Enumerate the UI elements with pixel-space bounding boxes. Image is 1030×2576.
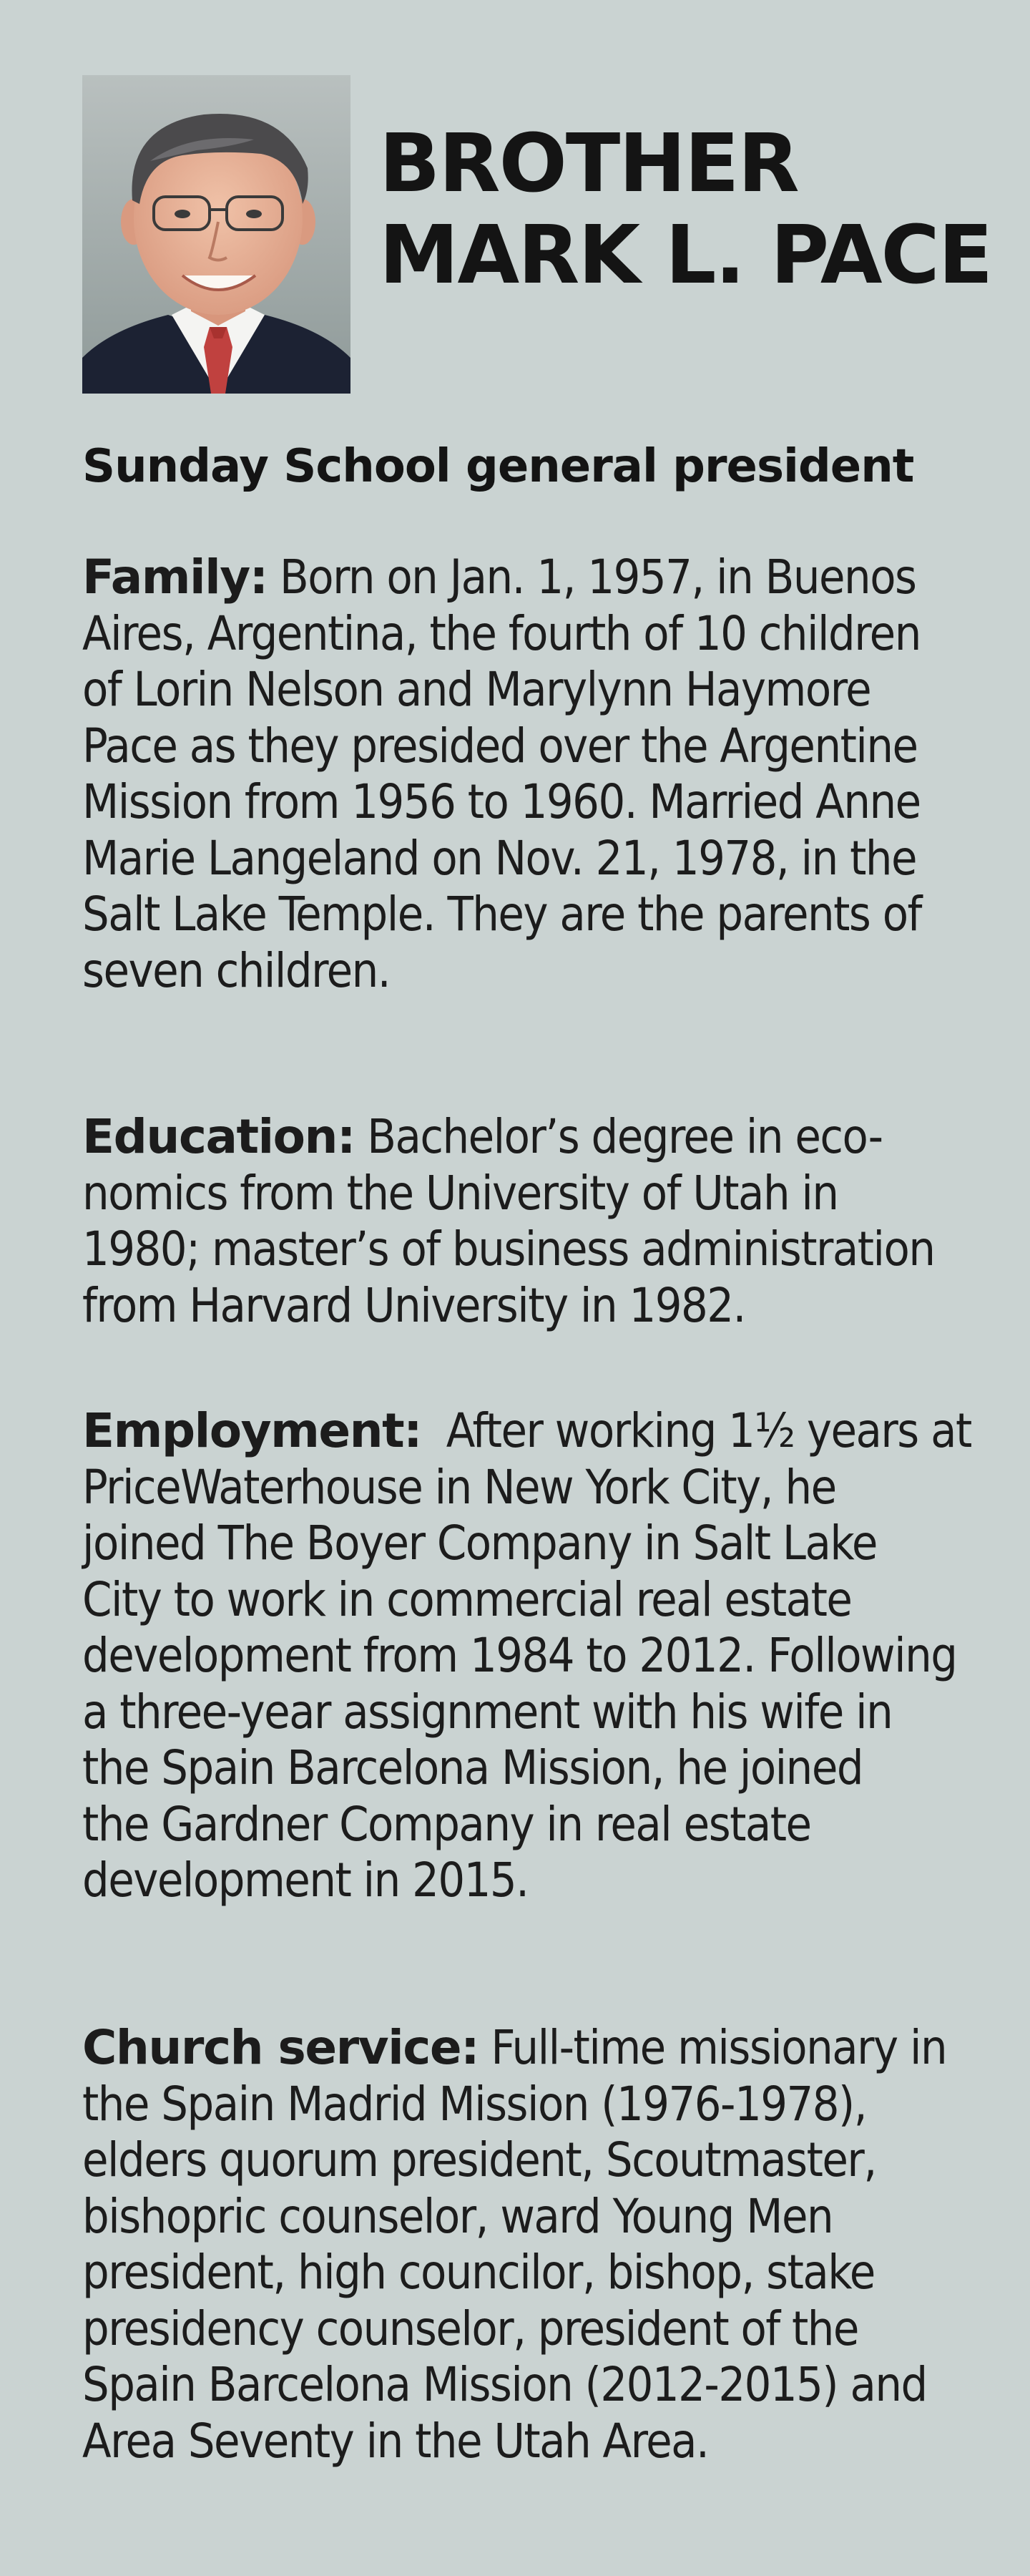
employment-line: joined The Boyer Company in Salt Lake — [82, 1516, 877, 1571]
employment-line: the Gardner Company in real estate — [82, 1796, 811, 1852]
church-service-section — [82, 2020, 1005, 2469]
family-line: Mission from 1956 to 1960. Married Anne — [82, 774, 921, 829]
family-line: Marie Langeland on Nov. 21, 1978, in the — [82, 830, 917, 886]
employment-line: City to work in commercial real estate — [82, 1571, 852, 1627]
employment-label: Employment: — [82, 1403, 422, 1458]
family-line: of Lorin Nelson and Marylynn Haymore — [82, 662, 871, 717]
church-service-line: elders quorum president, Scoutmaster, — [82, 2132, 876, 2187]
church-service-line: bishopric counselor, ward Young Men — [82, 2188, 833, 2244]
name-line-1: BROTHER — [379, 117, 798, 210]
name-line-2: MARK L. PACE — [379, 209, 992, 302]
portrait-photo — [82, 75, 350, 394]
education-line: Bachelor’s degree in eco- — [354, 1109, 883, 1164]
church-service-line: president, high councilor, bishop, stake — [82, 2245, 875, 2300]
employment-line: After working 1½ years at — [421, 1403, 971, 1458]
employment-section — [82, 1403, 1005, 1909]
church-service-label: Church service: — [82, 2020, 479, 2075]
education-label: Education: — [82, 1109, 355, 1164]
employment-line: the Spain Barcelona Mission, he joined — [82, 1740, 863, 1795]
employment-line: a three-year assignment with his wife in — [82, 1684, 893, 1740]
employment-line: development from 1984 to 2012. Following — [82, 1628, 957, 1683]
church-service-line: Area Seventy in the Utah Area. — [82, 2413, 709, 2469]
family-line: Salt Lake Temple. They are the parents of — [82, 887, 921, 942]
education-line: from Harvard University in 1982. — [82, 1277, 745, 1333]
church-service-line: Spain Barcelona Mission (2012-2015) and — [82, 2357, 927, 2412]
education-line: nomics from the University of Utah in — [82, 1165, 838, 1221]
church-service-line: the Spain Madrid Mission (1976-1978), — [82, 2076, 867, 2132]
employment-line: development in 2015. — [82, 1853, 529, 1908]
family-label: Family: — [82, 550, 268, 605]
education-line: 1980; master’s of business administration — [82, 1221, 935, 1277]
portrait-icon — [82, 75, 350, 394]
family-line: Aires, Argentina, the fourth of 10 children — [82, 605, 921, 661]
profile-header — [82, 75, 998, 394]
family-line: seven children. — [82, 942, 391, 998]
family-section — [82, 550, 1005, 999]
family-line: Born on Jan. 1, 1957, in Buenos — [267, 550, 916, 605]
family-line: Pace as they presided over the Argentine — [82, 718, 918, 774]
church-service-line: presidency counselor, president of the — [82, 2301, 858, 2356]
education-section — [82, 1109, 1005, 1334]
role-title: Sunday School general president — [82, 440, 914, 493]
church-service-line: Full-time missionary in — [479, 2020, 947, 2075]
person-name — [379, 118, 991, 301]
employment-line: PriceWaterhouse in New York City, he — [82, 1459, 836, 1515]
